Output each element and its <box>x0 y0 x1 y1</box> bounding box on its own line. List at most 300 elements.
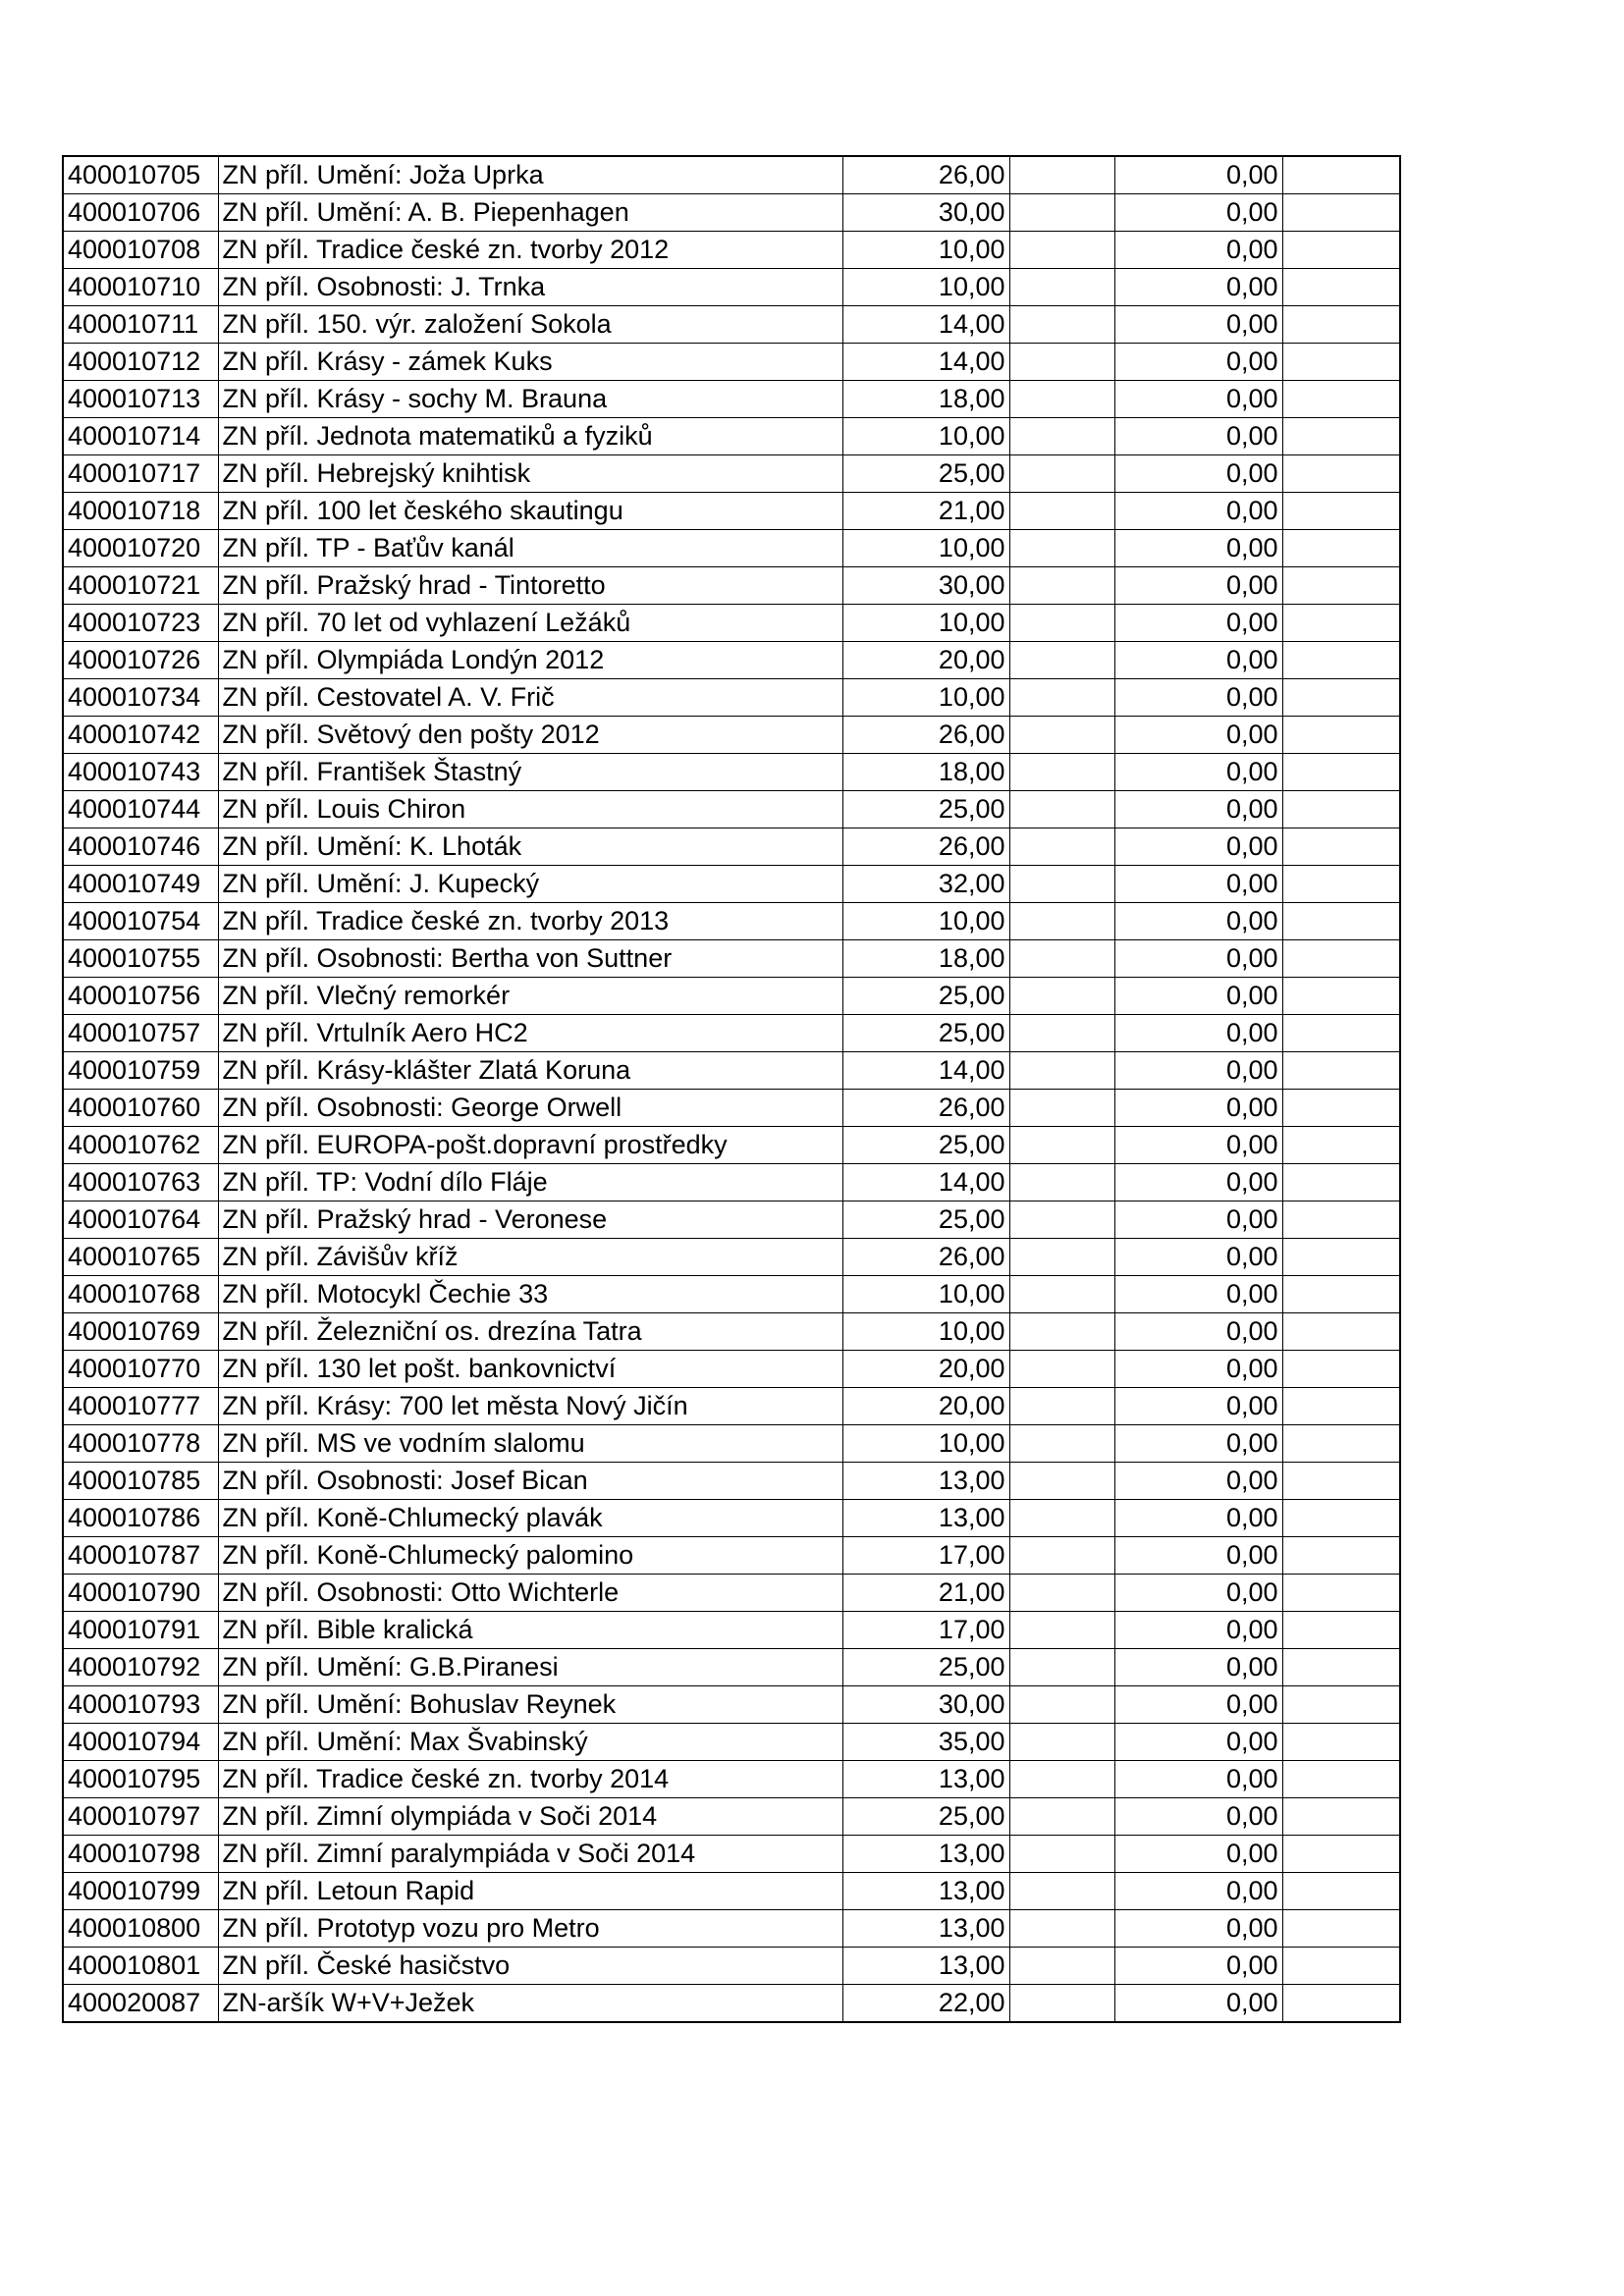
item-value-cell: 0,00 <box>1114 1575 1282 1612</box>
item-name-cell: ZN příl. MS ve vodním slalomu <box>218 1425 842 1463</box>
empty-cell <box>1009 978 1114 1015</box>
item-name-cell: ZN příl. TP: Vodní dílo Fláje <box>218 1164 842 1201</box>
empty-cell <box>1282 1127 1400 1164</box>
item-price-cell: 14,00 <box>842 344 1009 381</box>
item-name-cell: ZN příl. Osobnosti: Otto Wichterle <box>218 1575 842 1612</box>
table-row <box>63 530 1400 567</box>
item-price-cell: 26,00 <box>842 1239 1009 1276</box>
empty-cell <box>1282 269 1400 306</box>
item-price-cell: 25,00 <box>842 1127 1009 1164</box>
item-price-cell: 14,00 <box>842 1052 1009 1090</box>
item-code-cell: 400010710 <box>63 269 218 306</box>
item-code-cell: 400010769 <box>63 1313 218 1351</box>
item-name-cell: ZN příl. Umění: K. Lhoták <box>218 828 842 866</box>
empty-cell <box>1009 1948 1114 1985</box>
item-price-cell: 10,00 <box>842 605 1009 642</box>
empty-cell <box>1282 1575 1400 1612</box>
empty-cell <box>1009 1164 1114 1201</box>
empty-cell <box>1009 194 1114 232</box>
empty-cell <box>1282 1612 1400 1649</box>
empty-cell <box>1282 1351 1400 1388</box>
empty-cell <box>1282 1388 1400 1425</box>
item-value-cell: 0,00 <box>1114 1388 1282 1425</box>
item-code-cell: 400010764 <box>63 1201 218 1239</box>
empty-cell <box>1009 903 1114 940</box>
empty-cell <box>1282 1052 1400 1090</box>
table-row <box>63 1910 1400 1948</box>
item-name-cell: ZN příl. Louis Chiron <box>218 791 842 828</box>
empty-cell <box>1282 978 1400 1015</box>
item-price-cell: 30,00 <box>842 194 1009 232</box>
empty-cell <box>1282 866 1400 903</box>
table-row <box>63 1425 1400 1463</box>
empty-cell <box>1282 754 1400 791</box>
item-code-cell: 400010742 <box>63 717 218 754</box>
empty-cell <box>1282 791 1400 828</box>
item-price-cell: 13,00 <box>842 1463 1009 1500</box>
empty-cell <box>1009 1537 1114 1575</box>
empty-cell <box>1009 1127 1114 1164</box>
item-name-cell: ZN příl. Umění: J. Kupecký <box>218 866 842 903</box>
empty-cell <box>1009 1985 1114 2023</box>
item-price-cell: 32,00 <box>842 866 1009 903</box>
table-row <box>63 156 1400 194</box>
item-value-cell: 0,00 <box>1114 1313 1282 1351</box>
item-value-cell: 0,00 <box>1114 156 1282 194</box>
item-name-cell: ZN příl. Umění: A. B. Piepenhagen <box>218 194 842 232</box>
item-code-cell: 400010743 <box>63 754 218 791</box>
table-row <box>63 1500 1400 1537</box>
item-value-cell: 0,00 <box>1114 1015 1282 1052</box>
item-price-cell: 10,00 <box>842 679 1009 717</box>
item-price-cell: 10,00 <box>842 1313 1009 1351</box>
empty-cell <box>1282 156 1400 194</box>
item-price-cell: 13,00 <box>842 1500 1009 1537</box>
item-code-cell: 400010759 <box>63 1052 218 1090</box>
table-row <box>63 1798 1400 1836</box>
item-name-cell: ZN příl. Hebrejský knihtisk <box>218 455 842 493</box>
item-code-cell: 400010762 <box>63 1127 218 1164</box>
item-value-cell: 0,00 <box>1114 567 1282 605</box>
empty-cell <box>1009 1239 1114 1276</box>
item-code-cell: 400010757 <box>63 1015 218 1052</box>
item-price-cell: 25,00 <box>842 791 1009 828</box>
item-name-cell: ZN příl. EUROPA-pošt.dopravní prostředky <box>218 1127 842 1164</box>
item-code-cell: 400010721 <box>63 567 218 605</box>
item-value-cell: 0,00 <box>1114 1686 1282 1724</box>
item-code-cell: 400010798 <box>63 1836 218 1873</box>
empty-cell <box>1282 1090 1400 1127</box>
table-row <box>63 418 1400 455</box>
table-row <box>63 1090 1400 1127</box>
item-code-cell: 400010795 <box>63 1761 218 1798</box>
empty-cell <box>1282 232 1400 269</box>
item-code-cell: 400010713 <box>63 381 218 418</box>
item-name-cell: ZN příl. Osobnosti: J. Trnka <box>218 269 842 306</box>
item-name-cell: ZN příl. 100 let českého skautingu <box>218 493 842 530</box>
table-row <box>63 1239 1400 1276</box>
item-price-cell: 30,00 <box>842 567 1009 605</box>
table-row <box>63 642 1400 679</box>
item-name-cell: ZN příl. 70 let od vyhlazení Ležáků <box>218 605 842 642</box>
empty-cell <box>1009 828 1114 866</box>
item-name-cell: ZN příl. Bible kralická <box>218 1612 842 1649</box>
empty-cell <box>1282 1164 1400 1201</box>
empty-cell <box>1282 1948 1400 1985</box>
empty-cell <box>1282 1798 1400 1836</box>
item-code-cell: 400010714 <box>63 418 218 455</box>
item-value-cell: 0,00 <box>1114 1351 1282 1388</box>
table-row <box>63 1724 1400 1761</box>
table-row <box>63 455 1400 493</box>
item-value-cell: 0,00 <box>1114 978 1282 1015</box>
item-code-cell: 400010770 <box>63 1351 218 1388</box>
item-code-cell: 400010708 <box>63 232 218 269</box>
table-row <box>63 1836 1400 1873</box>
item-name-cell: ZN příl. TP - Baťův kanál <box>218 530 842 567</box>
item-code-cell: 400010718 <box>63 493 218 530</box>
item-price-cell: 10,00 <box>842 232 1009 269</box>
item-code-cell: 400010797 <box>63 1798 218 1836</box>
item-name-cell: ZN příl. Tradice české zn. tvorby 2013 <box>218 903 842 940</box>
empty-cell <box>1282 1761 1400 1798</box>
table-row <box>63 940 1400 978</box>
empty-cell <box>1009 1388 1114 1425</box>
item-price-cell: 35,00 <box>842 1724 1009 1761</box>
empty-cell <box>1282 306 1400 344</box>
empty-cell <box>1009 493 1114 530</box>
item-value-cell: 0,00 <box>1114 493 1282 530</box>
item-name-cell: ZN příl. Vrtulník Aero HC2 <box>218 1015 842 1052</box>
item-code-cell: 400010711 <box>63 306 218 344</box>
item-name-cell: ZN příl. Tradice české zn. tvorby 2014 <box>218 1761 842 1798</box>
item-code-cell: 400010744 <box>63 791 218 828</box>
empty-cell <box>1282 642 1400 679</box>
empty-cell <box>1009 455 1114 493</box>
empty-cell <box>1009 679 1114 717</box>
item-name-cell: ZN příl. Jednota matematiků a fyziků <box>218 418 842 455</box>
table-row <box>63 269 1400 306</box>
empty-cell <box>1009 1052 1114 1090</box>
table-row <box>63 1015 1400 1052</box>
item-code-cell: 400010792 <box>63 1649 218 1686</box>
item-price-cell: 13,00 <box>842 1873 1009 1910</box>
item-code-cell: 400010717 <box>63 455 218 493</box>
table-row <box>63 1052 1400 1090</box>
empty-cell <box>1282 940 1400 978</box>
empty-cell <box>1009 1724 1114 1761</box>
item-price-cell: 26,00 <box>842 156 1009 194</box>
empty-cell <box>1009 1500 1114 1537</box>
item-name-cell: ZN příl. Krásy - zámek Kuks <box>218 344 842 381</box>
item-price-cell: 14,00 <box>842 1164 1009 1201</box>
table-row <box>63 866 1400 903</box>
item-name-cell: ZN příl. Závišův kříž <box>218 1239 842 1276</box>
empty-cell <box>1009 567 1114 605</box>
empty-cell <box>1282 1649 1400 1686</box>
item-name-cell: ZN příl. Zimní olympiáda v Soči 2014 <box>218 1798 842 1836</box>
item-value-cell: 0,00 <box>1114 717 1282 754</box>
item-value-cell: 0,00 <box>1114 1052 1282 1090</box>
item-value-cell: 0,00 <box>1114 754 1282 791</box>
item-code-cell: 400010726 <box>63 642 218 679</box>
table-row <box>63 605 1400 642</box>
item-name-cell: ZN příl. 150. výr. založení Sokola <box>218 306 842 344</box>
table-row <box>63 1575 1400 1612</box>
item-name-cell: ZN příl. Letoun Rapid <box>218 1873 842 1910</box>
table-row <box>63 1201 1400 1239</box>
item-value-cell: 0,00 <box>1114 1164 1282 1201</box>
item-value-cell: 0,00 <box>1114 1798 1282 1836</box>
item-name-cell: ZN příl. Olympiáda Londýn 2012 <box>218 642 842 679</box>
item-code-cell: 400010794 <box>63 1724 218 1761</box>
empty-cell <box>1282 455 1400 493</box>
item-value-cell: 0,00 <box>1114 1201 1282 1239</box>
empty-cell <box>1009 1798 1114 1836</box>
table-row <box>63 1351 1400 1388</box>
item-name-cell: ZN příl. Osobnosti: Bertha von Suttner <box>218 940 842 978</box>
empty-cell <box>1009 754 1114 791</box>
item-value-cell: 0,00 <box>1114 1910 1282 1948</box>
table-row <box>63 828 1400 866</box>
item-value-cell: 0,00 <box>1114 1724 1282 1761</box>
item-value-cell: 0,00 <box>1114 1985 1282 2023</box>
item-price-cell: 26,00 <box>842 1090 1009 1127</box>
item-name-cell: ZN příl. Pražský hrad - Veronese <box>218 1201 842 1239</box>
table-row <box>63 791 1400 828</box>
item-code-cell: 400010749 <box>63 866 218 903</box>
empty-cell <box>1009 1351 1114 1388</box>
item-price-cell: 13,00 <box>842 1910 1009 1948</box>
empty-cell <box>1282 1276 1400 1313</box>
item-name-cell: ZN příl. Koně-Chlumecký plavák <box>218 1500 842 1537</box>
item-value-cell: 0,00 <box>1114 1537 1282 1575</box>
empty-cell <box>1282 1313 1400 1351</box>
item-value-cell: 0,00 <box>1114 940 1282 978</box>
empty-cell <box>1282 1873 1400 1910</box>
item-value-cell: 0,00 <box>1114 1463 1282 1500</box>
empty-cell <box>1009 1612 1114 1649</box>
empty-cell <box>1009 1873 1114 1910</box>
item-price-cell: 13,00 <box>842 1836 1009 1873</box>
empty-cell <box>1009 605 1114 642</box>
item-name-cell: ZN příl. Světový den pošty 2012 <box>218 717 842 754</box>
item-value-cell: 0,00 <box>1114 381 1282 418</box>
empty-cell <box>1282 1724 1400 1761</box>
item-name-cell: ZN příl. Motocykl Čechie 33 <box>218 1276 842 1313</box>
item-name-cell: ZN příl. České hasičstvo <box>218 1948 842 1985</box>
item-code-cell: 400010800 <box>63 1910 218 1948</box>
item-value-cell: 0,00 <box>1114 1239 1282 1276</box>
empty-cell <box>1282 1015 1400 1052</box>
empty-cell <box>1009 381 1114 418</box>
price-list-table <box>62 155 1401 2023</box>
table-body <box>63 156 1400 2022</box>
item-price-cell: 10,00 <box>842 1276 1009 1313</box>
table-row <box>63 1276 1400 1313</box>
item-value-cell: 0,00 <box>1114 1425 1282 1463</box>
item-name-cell: ZN příl. Umění: Joža Uprka <box>218 156 842 194</box>
empty-cell <box>1009 1649 1114 1686</box>
item-value-cell: 0,00 <box>1114 1948 1282 1985</box>
item-value-cell: 0,00 <box>1114 605 1282 642</box>
item-code-cell: 400010734 <box>63 679 218 717</box>
item-price-cell: 18,00 <box>842 381 1009 418</box>
item-value-cell: 0,00 <box>1114 232 1282 269</box>
item-price-cell: 26,00 <box>842 717 1009 754</box>
item-value-cell: 0,00 <box>1114 679 1282 717</box>
item-price-cell: 25,00 <box>842 455 1009 493</box>
item-price-cell: 13,00 <box>842 1948 1009 1985</box>
table-row <box>63 381 1400 418</box>
item-name-cell: ZN příl. 130 let pošt. bankovnictví <box>218 1351 842 1388</box>
item-price-cell: 20,00 <box>842 1388 1009 1425</box>
empty-cell <box>1282 1910 1400 1948</box>
item-code-cell: 400010756 <box>63 978 218 1015</box>
empty-cell <box>1009 418 1114 455</box>
item-name-cell: ZN příl. František Štastný <box>218 754 842 791</box>
item-price-cell: 26,00 <box>842 828 1009 866</box>
item-code-cell: 400010777 <box>63 1388 218 1425</box>
empty-cell <box>1009 306 1114 344</box>
item-code-cell: 400010785 <box>63 1463 218 1500</box>
item-value-cell: 0,00 <box>1114 269 1282 306</box>
empty-cell <box>1282 1500 1400 1537</box>
empty-cell <box>1282 567 1400 605</box>
empty-cell <box>1282 1686 1400 1724</box>
empty-cell <box>1282 493 1400 530</box>
empty-cell <box>1282 1201 1400 1239</box>
item-name-cell: ZN příl. Cestovatel A. V. Frič <box>218 679 842 717</box>
item-code-cell: 400010723 <box>63 605 218 642</box>
empty-cell <box>1009 530 1114 567</box>
empty-cell <box>1009 1015 1114 1052</box>
item-value-cell: 0,00 <box>1114 1090 1282 1127</box>
item-price-cell: 17,00 <box>842 1612 1009 1649</box>
item-code-cell: 400010754 <box>63 903 218 940</box>
item-price-cell: 25,00 <box>842 978 1009 1015</box>
table-row <box>63 1873 1400 1910</box>
item-name-cell: ZN příl. Krásy: 700 let města Nový Jičín <box>218 1388 842 1425</box>
table-row <box>63 567 1400 605</box>
empty-cell <box>1009 1313 1114 1351</box>
item-value-cell: 0,00 <box>1114 828 1282 866</box>
item-price-cell: 20,00 <box>842 642 1009 679</box>
empty-cell <box>1282 381 1400 418</box>
empty-cell <box>1282 605 1400 642</box>
item-name-cell: ZN příl. Umění: Max Švabinský <box>218 1724 842 1761</box>
item-value-cell: 0,00 <box>1114 903 1282 940</box>
item-code-cell: 400010746 <box>63 828 218 866</box>
table-row <box>63 1388 1400 1425</box>
item-price-cell: 10,00 <box>842 903 1009 940</box>
table-row <box>63 344 1400 381</box>
table-row <box>63 1649 1400 1686</box>
empty-cell <box>1009 1463 1114 1500</box>
empty-cell <box>1009 1090 1114 1127</box>
item-price-cell: 13,00 <box>842 1761 1009 1798</box>
item-name-cell: ZN příl. Krásy - sochy M. Brauna <box>218 381 842 418</box>
item-price-cell: 14,00 <box>842 306 1009 344</box>
empty-cell <box>1282 418 1400 455</box>
table-row <box>63 1948 1400 1985</box>
item-price-cell: 10,00 <box>842 418 1009 455</box>
empty-cell <box>1009 642 1114 679</box>
empty-cell <box>1282 903 1400 940</box>
item-price-cell: 22,00 <box>842 1985 1009 2023</box>
table-row <box>63 1463 1400 1500</box>
table-row <box>63 903 1400 940</box>
empty-cell <box>1009 866 1114 903</box>
item-value-cell: 0,00 <box>1114 455 1282 493</box>
item-value-cell: 0,00 <box>1114 1649 1282 1686</box>
item-name-cell: ZN příl. Zimní paralympiáda v Soči 2014 <box>218 1836 842 1873</box>
table-row <box>63 1985 1400 2023</box>
item-code-cell: 400010786 <box>63 1500 218 1537</box>
item-name-cell: ZN příl. Osobnosti: Josef Bican <box>218 1463 842 1500</box>
empty-cell <box>1282 679 1400 717</box>
table-row <box>63 1537 1400 1575</box>
empty-cell <box>1282 828 1400 866</box>
item-price-cell: 17,00 <box>842 1537 1009 1575</box>
table-row <box>63 1313 1400 1351</box>
item-value-cell: 0,00 <box>1114 1836 1282 1873</box>
item-code-cell: 400020087 <box>63 1985 218 2023</box>
empty-cell <box>1282 1836 1400 1873</box>
item-value-cell: 0,00 <box>1114 306 1282 344</box>
item-value-cell: 0,00 <box>1114 194 1282 232</box>
empty-cell <box>1282 1425 1400 1463</box>
item-name-cell: ZN příl. Pražský hrad - Tintoretto <box>218 567 842 605</box>
table-row <box>63 232 1400 269</box>
item-code-cell: 400010712 <box>63 344 218 381</box>
empty-cell <box>1009 1761 1114 1798</box>
table-row <box>63 679 1400 717</box>
item-code-cell: 400010793 <box>63 1686 218 1724</box>
item-value-cell: 0,00 <box>1114 344 1282 381</box>
empty-cell <box>1009 791 1114 828</box>
table-row <box>63 194 1400 232</box>
empty-cell <box>1009 1425 1114 1463</box>
item-price-cell: 21,00 <box>842 1575 1009 1612</box>
empty-cell <box>1009 156 1114 194</box>
item-code-cell: 400010787 <box>63 1537 218 1575</box>
table-row <box>63 493 1400 530</box>
empty-cell <box>1009 717 1114 754</box>
item-price-cell: 25,00 <box>842 1201 1009 1239</box>
item-value-cell: 0,00 <box>1114 1276 1282 1313</box>
item-name-cell: ZN příl. Prototyp vozu pro Metro <box>218 1910 842 1948</box>
item-code-cell: 400010778 <box>63 1425 218 1463</box>
item-value-cell: 0,00 <box>1114 1761 1282 1798</box>
empty-cell <box>1009 344 1114 381</box>
empty-cell <box>1009 1910 1114 1948</box>
item-price-cell: 25,00 <box>842 1798 1009 1836</box>
item-code-cell: 400010791 <box>63 1612 218 1649</box>
empty-cell <box>1009 232 1114 269</box>
item-value-cell: 0,00 <box>1114 1127 1282 1164</box>
item-value-cell: 0,00 <box>1114 866 1282 903</box>
item-name-cell: ZN příl. Tradice české zn. tvorby 2012 <box>218 232 842 269</box>
item-price-cell: 10,00 <box>842 530 1009 567</box>
empty-cell <box>1009 1686 1114 1724</box>
item-value-cell: 0,00 <box>1114 1612 1282 1649</box>
empty-cell <box>1009 940 1114 978</box>
item-code-cell: 400010768 <box>63 1276 218 1313</box>
item-price-cell: 30,00 <box>842 1686 1009 1724</box>
item-code-cell: 400010799 <box>63 1873 218 1910</box>
item-value-cell: 0,00 <box>1114 418 1282 455</box>
